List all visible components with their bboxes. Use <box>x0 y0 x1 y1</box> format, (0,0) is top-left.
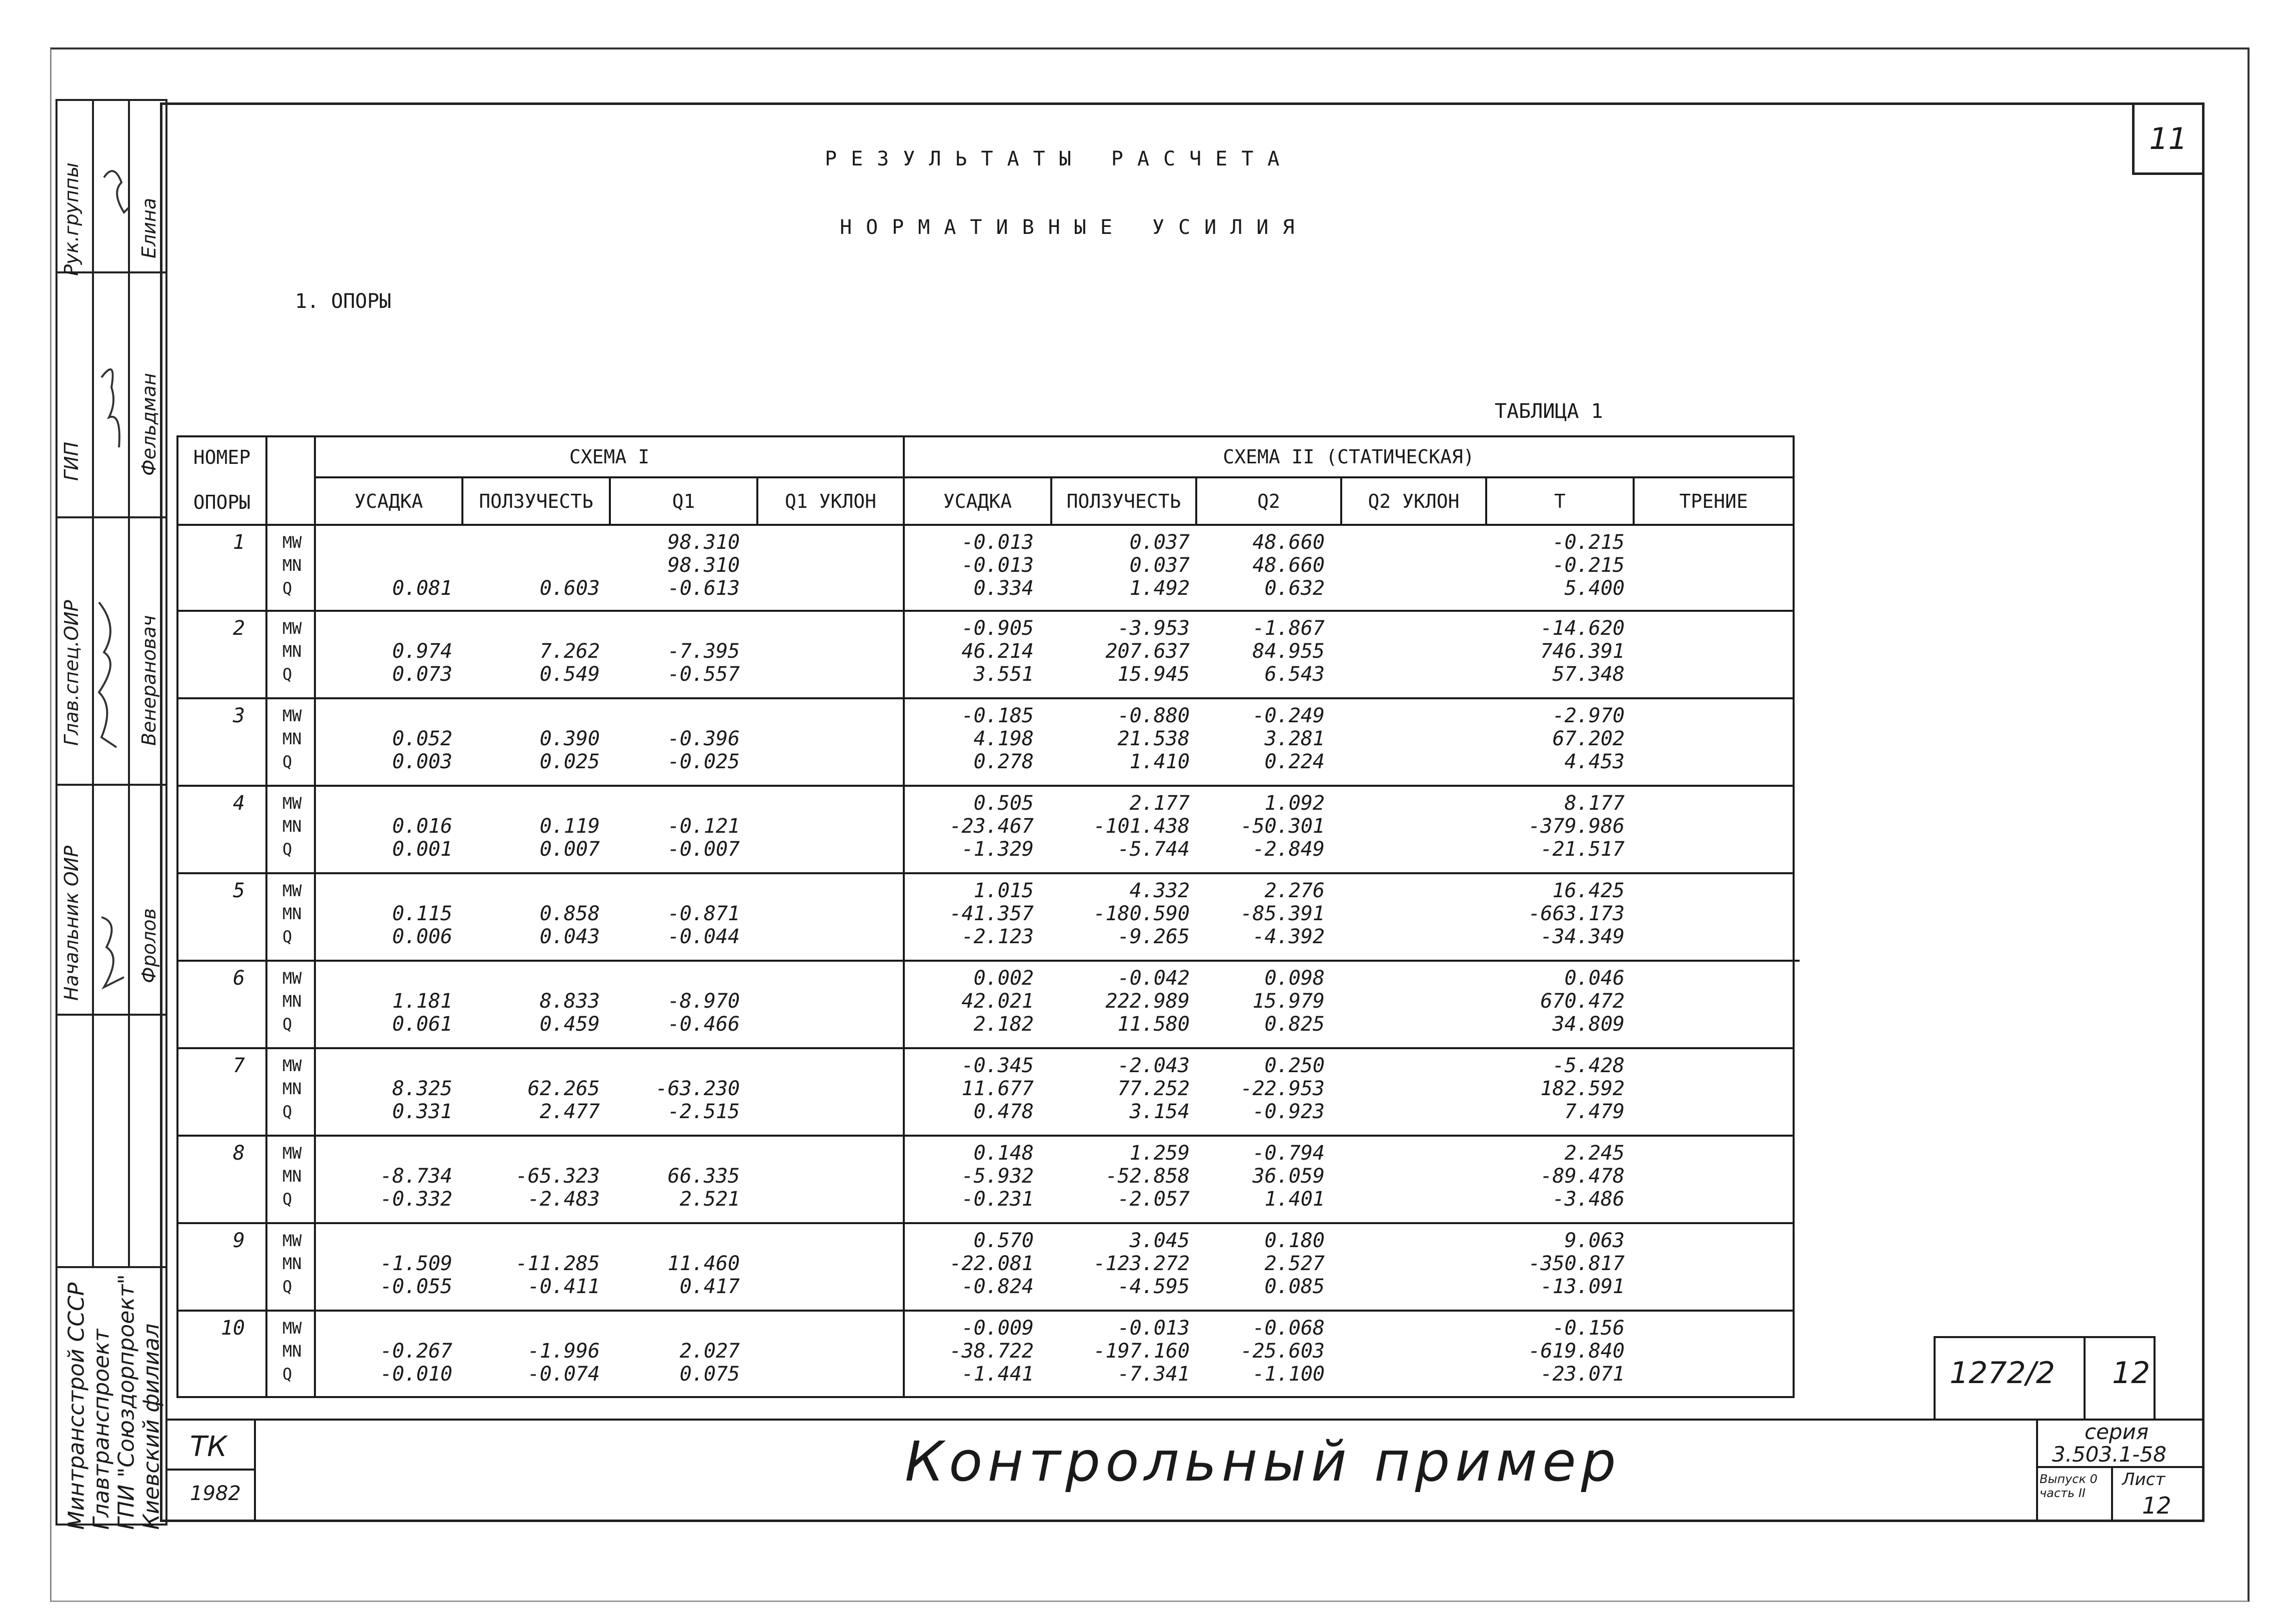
document-page: 12 <box>2112 1356 2151 1391</box>
table-cell: 0.390 0.025 <box>539 727 600 773</box>
table-cell: -2.043 77.252 3.154 <box>1117 1054 1190 1123</box>
table-cell: -63.230 -2.515 <box>655 1077 740 1123</box>
table-cell: 48.660 48.660 0.632 <box>1252 531 1325 600</box>
row-force-labels: MW MN Q <box>282 1056 302 1121</box>
table-cell: -5.428 182.592 7.479 <box>1540 1054 1625 1123</box>
org-line-1: Минтрансстрой СССР <box>63 1282 89 1530</box>
row-number: 9 <box>232 1229 245 1252</box>
table-cell: -0.042 222.989 11.580 <box>1105 967 1190 1036</box>
table-cell: -0.215 -0.215 5.400 <box>1552 531 1625 600</box>
table-cell: 2.245 -89.478 -3.486 <box>1540 1142 1625 1211</box>
table-cell: -0.249 3.281 0.224 <box>1252 704 1325 773</box>
header-scheme-1: СХЕМА I <box>569 446 650 468</box>
org-line-4: Киевский филиал <box>138 1323 164 1530</box>
table-cell: 1.259 -52.858 -2.057 <box>1105 1142 1190 1211</box>
row-force-labels: MW MN Q <box>282 794 302 859</box>
row-force-labels: MW MN Q <box>282 533 302 598</box>
table-cell: 0.046 670.472 34.809 <box>1540 967 1625 1036</box>
table-cell: 0.119 0.007 <box>539 815 600 861</box>
header-s2-friction: ТРЕНИЕ <box>1679 490 1748 512</box>
table-cell: -0.013 -0.013 0.334 <box>961 531 1034 600</box>
table-cell: 11.460 0.417 <box>667 1252 740 1298</box>
table-cell: 2.177 -101.438 -5.744 <box>1093 792 1190 861</box>
row-number: 2 <box>232 617 245 640</box>
table-cell: 0.858 0.043 <box>539 902 600 948</box>
header-s1-shrinkage: УСАДКА <box>354 490 423 512</box>
row-force-labels: MW MN Q <box>282 969 302 1034</box>
table-cell: 62.265 2.477 <box>527 1077 600 1123</box>
table-cell: -0.880 21.538 1.410 <box>1117 704 1190 773</box>
table-cell: 0.148 -5.932 -0.231 <box>961 1142 1034 1211</box>
table-cell: -0.185 4.198 0.278 <box>961 704 1034 773</box>
table-cell: 7.262 0.549 <box>539 640 600 686</box>
sheet-label: Лист <box>2122 1470 2166 1490</box>
table-cell: 0.570 -22.081 -0.824 <box>949 1229 1034 1298</box>
series-number: 3.503.1-58 <box>2052 1442 2167 1467</box>
table-cell: -0.345 11.677 0.478 <box>961 1054 1034 1123</box>
row-number: 10 <box>220 1317 245 1340</box>
header-s2-q2-slope: Q2 УКЛОН <box>1368 490 1460 512</box>
table-cell: -8.734 -0.332 <box>380 1165 452 1211</box>
page-corner-number: 11 <box>2149 121 2188 156</box>
table-cell: 1.015 -41.357 -2.123 <box>949 879 1034 948</box>
series-label: серия <box>2085 1420 2149 1444</box>
document-code: 1272/2 <box>1950 1356 2056 1391</box>
table-cell: 0.250 -22.953 -0.923 <box>1240 1054 1325 1123</box>
table-cell: 2.276 -85.391 -4.392 <box>1240 879 1325 948</box>
table-cell: 0.180 2.527 0.085 <box>1264 1229 1325 1298</box>
table-cell: 0.081 <box>392 577 452 600</box>
header-scheme-2: СХЕМА II (СТАТИЧЕСКАЯ) <box>1223 446 1475 468</box>
table-label: ТАБЛИЦА 1 <box>1495 400 1603 423</box>
table-cell: -1.996 -0.074 <box>527 1340 600 1386</box>
row-force-labels: MW MN Q <box>282 1144 302 1209</box>
table-cell: -0.905 46.214 3.551 <box>961 617 1034 686</box>
header-s2-shrinkage: УСАДКА <box>943 490 1012 512</box>
header-s2-creep: ПОЛЗУЧЕСТЬ <box>1066 490 1181 512</box>
table-cell: -0.267 -0.010 <box>380 1340 452 1386</box>
table-cell: 0.016 0.001 <box>392 815 452 861</box>
row-number: 6 <box>232 967 245 990</box>
table-cell: -3.953 207.637 15.945 <box>1105 617 1190 686</box>
role-gip: ГИП <box>60 441 82 481</box>
header-number: НОМЕР <box>193 446 251 468</box>
table-cell: 98.310 98.310 -0.613 <box>667 531 740 600</box>
table-cell: 0.002 42.021 2.182 <box>961 967 1034 1036</box>
header-supports: ОПОРЫ <box>193 491 251 513</box>
table-cell: -0.156 -619.840 -23.071 <box>1528 1317 1625 1386</box>
table-cell: 3.045 -123.272 -4.595 <box>1093 1229 1190 1298</box>
table-cell: -0.013 -197.160 -7.341 <box>1093 1317 1190 1386</box>
role-chief-specialist: Глав.спец.ОИР <box>60 600 82 746</box>
table-cell: -0.009 -38.722 -1.441 <box>949 1317 1034 1386</box>
table-cell: 8.833 0.459 <box>539 990 600 1036</box>
table-cell: -14.620 746.391 57.348 <box>1540 617 1625 686</box>
row-force-labels: MW MN Q <box>282 1231 302 1296</box>
page-title: РЕЗУЛЬТАТЫ РАСЧЕТА <box>825 147 1294 170</box>
table-cell: -0.794 36.059 1.401 <box>1252 1142 1325 1211</box>
table-cell: 0.037 0.037 1.492 <box>1129 531 1190 600</box>
header-s1-creep: ПОЛЗУЧЕСТЬ <box>479 490 593 512</box>
table-cell: 0.974 0.073 <box>392 640 452 686</box>
left-stamp <box>54 97 169 1530</box>
table-cell: 2.027 0.075 <box>679 1340 740 1386</box>
role-group-leader: Рук.группы <box>60 162 82 276</box>
table-cell: -65.323 -2.483 <box>515 1165 600 1211</box>
table-cell: -0.068 -25.603 -1.100 <box>1240 1317 1325 1386</box>
issue-label: Выпуск 0 часть II <box>2040 1472 2098 1500</box>
header-s2-q2: Q2 <box>1257 490 1280 512</box>
table-cell: 16.425 -663.173 -34.349 <box>1528 879 1625 948</box>
table-cell: 0.603 <box>539 577 600 600</box>
row-force-labels: MW MN Q <box>282 1319 302 1384</box>
row-number: 7 <box>232 1054 245 1077</box>
table-cell: -8.970 -0.466 <box>667 990 740 1036</box>
table-cell: -2.970 67.202 4.453 <box>1552 704 1625 773</box>
row-number: 4 <box>232 792 245 815</box>
table-cell: 4.332 -180.590 -9.265 <box>1093 879 1190 948</box>
table-cell: 0.052 0.003 <box>392 727 452 773</box>
table-cell: -7.395 -0.557 <box>667 640 740 686</box>
header-s2-t: T <box>1554 490 1566 512</box>
header-s1-q1: Q1 <box>672 490 695 512</box>
header-s1-q1-slope: Q1 УКЛОН <box>784 490 877 512</box>
title-year: 1982 <box>190 1482 241 1505</box>
table-cell: 9.063 -350.817 -13.091 <box>1528 1229 1625 1298</box>
name-feldman: Фельдман <box>138 373 160 476</box>
table-cell: 0.115 0.006 <box>392 902 452 948</box>
table-cell: 1.092 -50.301 -2.849 <box>1240 792 1325 861</box>
table-cell: -0.396 -0.025 <box>667 727 740 773</box>
page-corner-box <box>2132 102 2205 175</box>
section-heading: 1. ОПОРЫ <box>295 290 391 313</box>
row-number: 3 <box>232 704 245 727</box>
table-cell: -1.509 -0.055 <box>380 1252 452 1298</box>
row-force-labels: MW MN Q <box>282 619 302 684</box>
page-subtitle: НОРМАТИВНЫЕ УСИЛИЯ <box>840 216 1309 239</box>
name-veneranovich: Венерановач <box>138 615 160 746</box>
table-cell: 0.098 15.979 0.825 <box>1252 967 1325 1036</box>
role-head-oir: Начальник ОИР <box>60 845 82 1001</box>
row-number: 8 <box>232 1142 245 1165</box>
table-cell: 8.177 -379.986 -21.517 <box>1528 792 1625 861</box>
title-tk: ТК <box>190 1431 227 1463</box>
sheet-number: 12 <box>2142 1492 2172 1519</box>
table-cell: -1.867 84.955 6.543 <box>1252 617 1325 686</box>
org-line-2: Главтранспроект <box>88 1329 114 1530</box>
table-cell: 8.325 0.331 <box>392 1077 452 1123</box>
row-force-labels: MW MN Q <box>282 706 302 771</box>
name-frolov: Фролов <box>138 908 160 983</box>
row-number: 5 <box>232 879 245 902</box>
table-cell: -0.871 -0.044 <box>667 902 740 948</box>
table-cell: 0.505 -23.467 -1.329 <box>949 792 1034 861</box>
document-caption: Контрольный пример <box>905 1430 1621 1494</box>
row-number: 1 <box>232 531 245 554</box>
table-cell: 1.181 0.061 <box>392 990 452 1036</box>
table-cell: 66.335 2.521 <box>667 1165 740 1211</box>
row-force-labels: MW MN Q <box>282 881 302 946</box>
table-cell: -0.121 -0.007 <box>667 815 740 861</box>
org-line-3: ГПИ "Союздорпроект" <box>113 1274 139 1530</box>
table-cell: -11.285 -0.411 <box>515 1252 600 1298</box>
name-elina: Елина <box>138 197 160 258</box>
